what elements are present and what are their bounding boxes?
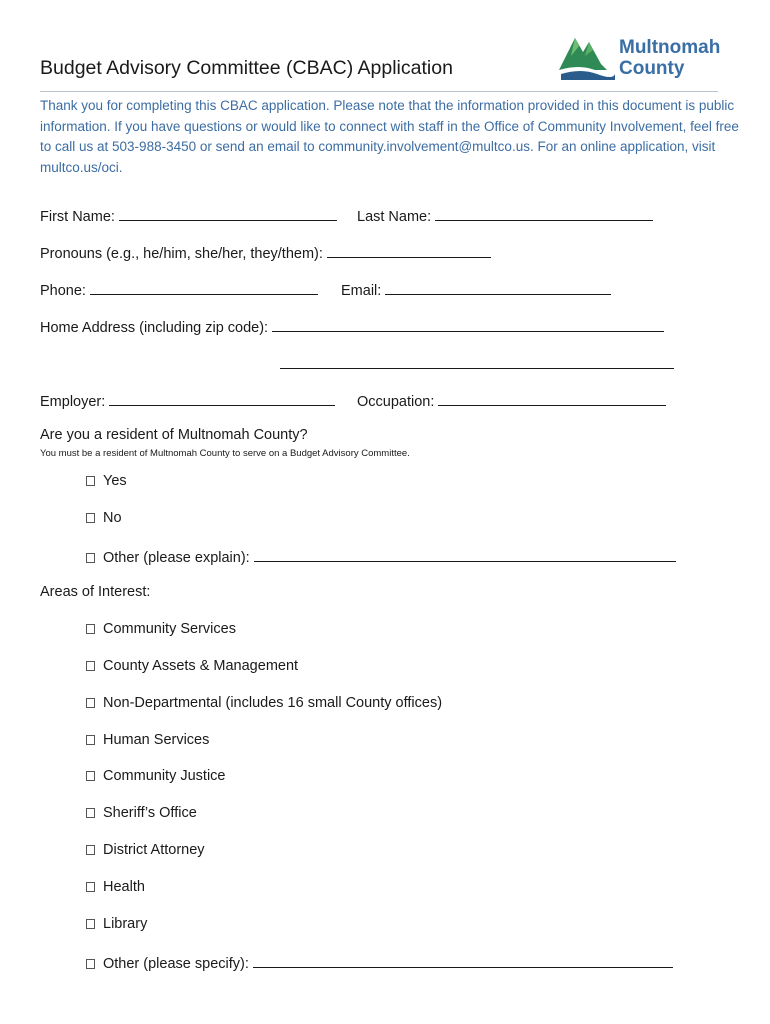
option-label: Community Justice	[103, 768, 226, 784]
checkbox-icon[interactable]	[86, 624, 95, 634]
home-address-blank[interactable]	[272, 317, 664, 332]
first-name-field[interactable]	[40, 206, 337, 225]
interest-option[interactable]	[86, 621, 236, 637]
phone-label: Phone:	[40, 283, 86, 299]
option-label: County Assets & Management	[103, 658, 299, 674]
residency-note: You must be a resident of Multnomah County to serve on a Budget Advisory Committee.	[40, 448, 410, 459]
checkbox-icon[interactable]	[86, 553, 95, 563]
interest-other-blank[interactable]	[253, 953, 673, 968]
pronouns-blank[interactable]	[327, 243, 491, 258]
option-label: Human Services	[103, 732, 210, 748]
residency-question: Are you a resident of Multnomah County?	[40, 427, 308, 443]
checkbox-icon[interactable]	[86, 919, 95, 929]
checkbox-icon[interactable]	[86, 735, 95, 745]
pronouns-label: Pronouns (e.g., he/him, she/her, they/them):	[40, 246, 323, 262]
page-title: Budget Advisory Committee (CBAC) Application	[40, 57, 453, 79]
employer-field[interactable]	[40, 391, 335, 410]
checkbox-icon[interactable]	[86, 808, 95, 818]
residency-option-other[interactable]	[86, 547, 676, 566]
mountain-logo-icon	[557, 30, 617, 82]
last-name-label: Last Name:	[357, 209, 432, 225]
occupation-field[interactable]	[357, 391, 666, 410]
phone-blank[interactable]	[90, 280, 318, 295]
checkbox-icon[interactable]	[86, 845, 95, 855]
interest-option[interactable]	[86, 842, 205, 858]
interest-option[interactable]	[86, 768, 225, 784]
option-label: Other (please explain):	[103, 550, 250, 566]
interest-option[interactable]	[86, 879, 145, 895]
interest-option-other[interactable]	[86, 953, 673, 972]
option-label: No	[103, 510, 122, 526]
option-label: Library	[103, 916, 148, 932]
last-name-field[interactable]	[357, 206, 653, 225]
option-label: Yes	[103, 473, 127, 489]
phone-field[interactable]	[40, 280, 318, 299]
checkbox-icon[interactable]	[86, 476, 95, 486]
home-address-field[interactable]	[40, 317, 664, 336]
option-label: Sheriff’s Office	[103, 805, 197, 821]
pronouns-field[interactable]	[40, 243, 491, 262]
header-divider	[40, 91, 718, 92]
checkbox-icon[interactable]	[86, 882, 95, 892]
checkbox-icon[interactable]	[86, 661, 95, 671]
interest-option[interactable]	[86, 805, 197, 821]
occupation-blank[interactable]	[438, 391, 666, 406]
checkbox-icon[interactable]	[86, 513, 95, 523]
residency-option-yes[interactable]	[86, 473, 127, 489]
checkbox-icon[interactable]	[86, 698, 95, 708]
home-address-label: Home Address (including zip code):	[40, 320, 269, 336]
first-name-label: First Name:	[40, 209, 115, 225]
email-field[interactable]	[341, 280, 611, 299]
home-address-line2[interactable]	[280, 354, 674, 373]
option-label: Health	[103, 879, 145, 895]
residency-option-no[interactable]	[86, 510, 122, 526]
residency-other-blank[interactable]	[254, 547, 676, 562]
option-label: District Attorney	[103, 842, 205, 858]
checkbox-icon[interactable]	[86, 959, 95, 969]
email-blank[interactable]	[385, 280, 611, 295]
interest-option[interactable]	[86, 658, 298, 674]
employer-blank[interactable]	[109, 391, 335, 406]
multnomah-county-logo	[557, 28, 732, 84]
logo-text-multnomah: Multnomah	[619, 37, 721, 58]
option-label: Non-Departmental (includes 16 small County offices)	[103, 695, 443, 711]
home-address-blank-2[interactable]	[280, 354, 674, 369]
logo-text-county: County	[619, 58, 685, 79]
employer-label: Employer:	[40, 394, 106, 410]
interest-option[interactable]	[86, 695, 442, 711]
first-name-blank[interactable]	[119, 206, 337, 221]
last-name-blank[interactable]	[435, 206, 653, 221]
intro-paragraph: Thank you for completing this CBAC application. Please note that the information provided in this document is public information. If you have questions or would like to connect with staff in the Office of Community Involvement, feel free to call us at 503-988-3450 or send an email to community.involvement@multco.us. For an online application, visit multco.us/oci.	[40, 98, 739, 175]
checkbox-icon[interactable]	[86, 771, 95, 781]
occupation-label: Occupation:	[357, 394, 435, 410]
option-label: Community Services	[103, 621, 236, 637]
interest-option[interactable]	[86, 732, 209, 748]
email-label: Email:	[341, 283, 382, 299]
interests-heading: Areas of Interest:	[40, 584, 151, 600]
interest-option[interactable]	[86, 916, 147, 932]
option-label: Other (please specify):	[103, 956, 249, 972]
